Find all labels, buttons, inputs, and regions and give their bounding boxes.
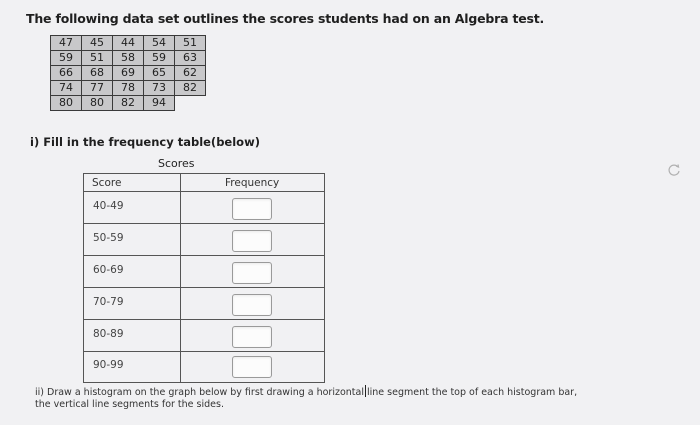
data-cell: 80	[51, 96, 82, 111]
data-cell: 51	[175, 36, 206, 51]
frequency-input-60-69[interactable]	[232, 262, 272, 284]
frequency-input-40-49[interactable]	[232, 198, 272, 220]
score-column-header: Score	[92, 177, 122, 189]
data-row	[51, 66, 206, 81]
frequency-row	[84, 288, 324, 320]
data-cell: 51	[82, 51, 113, 66]
data-row	[51, 36, 206, 51]
part1-instruction: i) Fill in the frequency table(below)	[30, 135, 260, 149]
data-cell: 68	[82, 66, 113, 81]
data-cell: 73	[144, 81, 175, 96]
frequency-table	[83, 173, 325, 383]
data-cell: 47	[51, 36, 82, 51]
data-row	[51, 81, 206, 96]
part2-instruction	[35, 385, 595, 411]
data-cell: 58	[113, 51, 144, 66]
data-cell: 74	[51, 81, 82, 96]
score-range-label: 80-89	[93, 328, 124, 340]
data-cell: 69	[113, 66, 144, 81]
question-title: The following data set outlines the scores students had on an Algebra test.	[26, 11, 545, 26]
score-range-label: 90-99	[93, 359, 124, 371]
scores-data-table	[50, 35, 206, 111]
data-cell: 82	[113, 96, 144, 111]
frequency-input-90-99[interactable]	[232, 356, 272, 378]
frequency-row	[84, 192, 324, 224]
score-range-label: 70-79	[93, 296, 124, 308]
data-cell: 94	[144, 96, 175, 111]
data-cell: 78	[113, 81, 144, 96]
data-cell: 80	[82, 96, 113, 111]
data-row	[51, 51, 206, 66]
data-row	[51, 96, 206, 111]
score-range-label: 60-69	[93, 264, 124, 276]
frequency-table-header	[84, 174, 324, 192]
frequency-input-80-89[interactable]	[232, 326, 272, 348]
refresh-icon[interactable]	[667, 163, 681, 177]
frequency-input-70-79[interactable]	[232, 294, 272, 316]
data-cell: 59	[144, 51, 175, 66]
frequency-row	[84, 224, 324, 256]
data-cell: 44	[113, 36, 144, 51]
frequency-row	[84, 256, 324, 288]
part2-text-start: ii) Draw a histogram on the graph below by first drawing a horizontal	[35, 387, 364, 398]
data-cell: 66	[51, 66, 82, 81]
score-range-label: 50-59	[93, 232, 124, 244]
text-cursor-icon	[365, 385, 366, 397]
frequency-row	[84, 352, 324, 382]
data-cell: 77	[82, 81, 113, 96]
data-cell: 54	[144, 36, 175, 51]
data-cell-empty	[175, 96, 206, 111]
data-cell: 59	[51, 51, 82, 66]
frequency-input-50-59[interactable]	[232, 230, 272, 252]
data-cell: 82	[175, 81, 206, 96]
score-range-label: 40-49	[93, 200, 124, 212]
frequency-column-header: Frequency	[225, 177, 280, 189]
frequency-table-caption: Scores	[158, 157, 195, 170]
data-cell: 45	[82, 36, 113, 51]
data-cell: 62	[175, 66, 206, 81]
data-cell: 65	[144, 66, 175, 81]
part2-text-end: line segment the top of each histogram bar, the vertical line segments for the sides.	[35, 387, 578, 410]
data-cell: 63	[175, 51, 206, 66]
frequency-row	[84, 320, 324, 352]
